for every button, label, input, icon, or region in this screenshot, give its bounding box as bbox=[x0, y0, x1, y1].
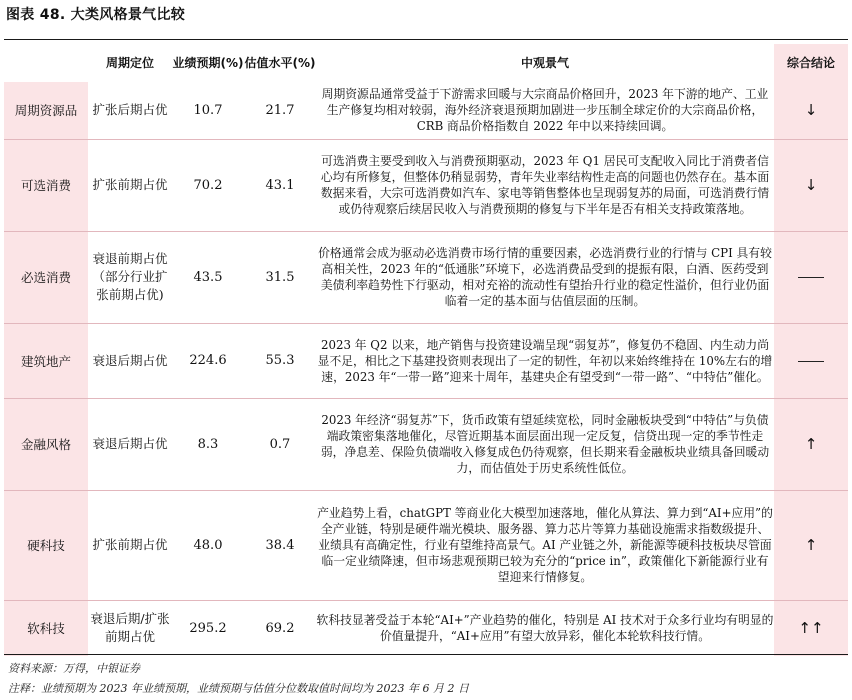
header-macro: 中观景气 bbox=[520, 56, 569, 70]
row-cycle: 扩张前期占优 bbox=[92, 537, 168, 552]
row-conclusion: ↑ bbox=[774, 490, 848, 600]
source-note: 资料来源：万得，中银证券 bbox=[8, 662, 140, 675]
row-performance: 70.2 bbox=[193, 177, 223, 193]
row-valuation: 43.1 bbox=[265, 177, 295, 193]
row-cycle: 衰退前期占优（部分行业扩张前期占优) bbox=[92, 251, 168, 302]
row-macro: 可选消费主要受到收入与消费预期驱动，2023 年 Q1 居民可支配收入同比于消费者信心均有所修复，但整体仍稍显弱势，青年失业率结构性走高的问题也仍然存在。基本面数据来看，大宗可选消费如汽车、家电等销售整体也呈现弱复苏的局面，可选消费行情或仍待观察后续居民收入与消费预期的修复与下半年是否有相关支持政策落地。 bbox=[320, 154, 770, 216]
row-conclusion: ↑ bbox=[774, 398, 848, 490]
title-divider bbox=[4, 39, 848, 40]
row-cycle: 衰退后期占优 bbox=[92, 436, 168, 451]
row-performance: 10.7 bbox=[193, 102, 223, 118]
row-cycle: 衰退后期/扩张前期占优 bbox=[90, 611, 170, 645]
header-cycle: 周期定位 bbox=[105, 56, 154, 70]
row-performance: 8.3 bbox=[197, 436, 219, 452]
row-macro: 价格通常会成为驱动必选消费市场行情的重要因素，必选消费行业的行情与 CPI 具有较高相关性，2023 年的“低通胀”环境下，必选消费品受到的提振有限，白酒、医药受到美债利率趋势性下行驱动，相对充裕的流动性有望抬升行业的稳定性溢价，但行业仍面临着一定的基本面与估值层面的压制。 bbox=[318, 246, 772, 308]
row-cycle: 扩张前期占优 bbox=[92, 177, 168, 192]
row-name: 软科技 bbox=[4, 600, 88, 656]
figure-title: 图表 48. 大类风格景气比较 bbox=[6, 7, 186, 23]
row-macro: 周期资源品通常受益于下游需求回暖与大宗商品价格回升，2023 年下游的地产、工业生产修复均相对较弱，海外经济衰退预期加剧进一步压制全球定价的大宗商品价格，CRB 商品价格指数自 2022 年中以来持续回调。 bbox=[321, 87, 769, 134]
header-performance: 业绩预期(%) bbox=[172, 56, 244, 70]
row-performance: 224.6 bbox=[189, 353, 227, 368]
row-performance: 43.5 bbox=[193, 269, 223, 285]
table-bottom-divider bbox=[4, 654, 848, 655]
row-valuation: 69.2 bbox=[265, 620, 295, 636]
row-conclusion: ↑↑ bbox=[774, 600, 848, 656]
row-name: 金融风格 bbox=[4, 398, 88, 490]
row-macro: 2023 年经济“弱复苏”下，货币政策有望延续宽松，同时金融板块受到“中特估”与负债端政策密集落地催化，尽管近期基本面层面出现一定反复，信贷出现一定的季节性走弱，净息差、保险负债端收入修复成色仍待观察，但长期来看金融板块业绩具备回暖动力，而估值处于历史系统性低位。 bbox=[320, 413, 770, 475]
row-valuation: 21.7 bbox=[265, 102, 295, 118]
header-valuation: 估值水平(%) bbox=[244, 56, 316, 70]
comparison-table bbox=[4, 44, 848, 656]
table-row bbox=[4, 231, 848, 323]
row-name: 可选消费 bbox=[4, 139, 88, 231]
row-valuation: 0.7 bbox=[269, 436, 291, 452]
row-valuation: 38.4 bbox=[265, 537, 295, 553]
row-cycle: 衰退后期占优 bbox=[92, 352, 168, 368]
table-header-row bbox=[4, 44, 848, 82]
row-conclusion bbox=[774, 323, 848, 398]
row-cycle: 扩张后期占优 bbox=[92, 102, 168, 118]
table-row bbox=[4, 490, 848, 600]
row-conclusion: ↓ bbox=[774, 82, 848, 139]
row-valuation: 55.3 bbox=[265, 353, 295, 368]
no-change-dash bbox=[798, 361, 824, 362]
row-name: 建筑地产 bbox=[4, 323, 88, 398]
row-conclusion: ↓ bbox=[774, 139, 848, 231]
row-name: 硬科技 bbox=[4, 490, 88, 600]
header-category bbox=[4, 44, 88, 82]
row-macro: 产业趋势上看，chatGPT 等商业化大模型加速落地，催化从算法、算力到“AI+应用”的全产业链，特别是硬件端光模块、服务器、算力芯片等算力基础设施需求指数级提升、业绩具有高确定性，行业有望维持高景气。AI 产业链之外，新能源等硬科技板块尽管面临一定业绩降速，但市场悲观预期已较为充分的“price in”，政策催化下新能源行业有望迎来行情修复。 bbox=[317, 506, 773, 584]
header-conclusion: 综合结论 bbox=[774, 44, 848, 82]
table-row bbox=[4, 323, 848, 398]
footnote: 注释：业绩预期为 2023 年业绩预期，业绩预期与估值分位数取值时间均为 2023 年 6 月 2 日 bbox=[8, 682, 469, 695]
row-valuation: 31.5 bbox=[265, 269, 295, 285]
table-row bbox=[4, 139, 848, 231]
row-macro: 2023 年 Q2 以来，地产销售与投资建设端呈现“弱复苏”，修复仍不稳固、内生动力尚显不足，相比之下基建投资则表现出了一定的韧性，年初以来始终维持在 10%左右的增速，2023 年“一带一路”迎来十周年，基建央企有望受到“一带一路”、“中特估”催化。 bbox=[317, 337, 773, 384]
row-name: 周期资源品 bbox=[4, 82, 88, 139]
row-performance: 48.0 bbox=[193, 537, 223, 553]
no-change-dash bbox=[798, 277, 824, 278]
row-name: 必选消费 bbox=[4, 231, 88, 323]
table-row bbox=[4, 82, 848, 139]
row-conclusion bbox=[774, 231, 848, 323]
table-row bbox=[4, 398, 848, 490]
row-performance: 295.2 bbox=[189, 620, 227, 636]
row-macro: 软科技显著受益于本轮“AI+”产业趋势的催化，特别是 AI 技术对于众多行业均有明显的价值量提升，“AI+应用”有望大放异彩，催化本轮软科技行情。 bbox=[316, 613, 774, 644]
table-row bbox=[4, 600, 848, 656]
